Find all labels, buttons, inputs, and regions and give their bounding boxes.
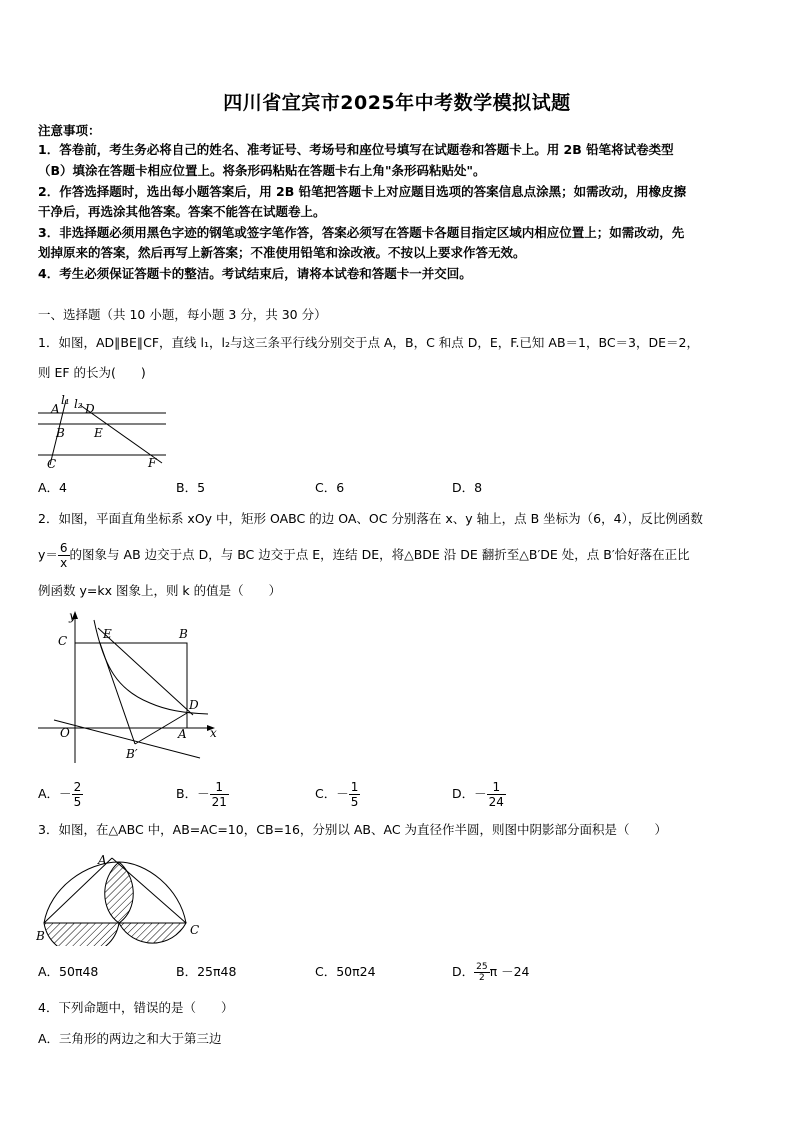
q3-text: 3．如图，在△ABC 中，AB=AC=10，CB=16，分别以 AB、AC 为直径作半圆，则图中阴影部分面积是（ ） — [38, 822, 668, 837]
q2-func-rest: 的图象与 AB 边交于点 D，与 BC 边交于点 E，连结 DE，将△BDE 沿 DE 翻折至△B′DE 处，点 B′恰好落在正比 — [69, 547, 690, 562]
q3-option-d-den: 2 — [479, 973, 485, 983]
q1-option-b[interactable]: B．5 — [176, 480, 206, 495]
q3-option-a[interactable]: A．50π48 — [38, 964, 99, 979]
q2-func-fraction — [58, 541, 70, 570]
q3-figure — [36, 848, 208, 946]
q2-text: 例函数 y=kx 图象上，则 k 的值是（ ） — [38, 583, 282, 598]
q2-option-b-label: B．－ — [176, 786, 210, 801]
q3-option-d[interactable] — [452, 958, 530, 986]
q2-text: 2．如图，平面直角坐标系 xOy 中，矩形 OABC 的边 OA、OC 分别落在 x、y 轴上，点 B 坐标为（6，4），反比例函数 — [38, 511, 703, 526]
q1-label-C: C — [47, 457, 57, 470]
notes-line: 3．非选择题必须用黑色字迹的钢笔或签字笔作答，答案必须写在答题卡各题目指定区域内相应位置上；如需改动，先 — [38, 225, 685, 240]
q2-option-c[interactable] — [315, 776, 360, 812]
q2-option-b-num: 1 — [210, 780, 229, 795]
q3-option-d-fraction — [474, 962, 489, 983]
q2-option-a-num: 2 — [73, 780, 82, 794]
q2-option-d-fraction — [487, 780, 506, 809]
notes-line: 2．作答选择题时，选出每小题答案后，用 2B 铅笔把答题卡上对应题目选项的答案信息点涂黑；如需改动，用橡皮擦 — [38, 184, 687, 199]
q3-option-c[interactable]: C．50π24 — [315, 964, 376, 979]
q2-option-a-fraction — [72, 780, 84, 809]
q2-label-E: E — [103, 627, 112, 641]
q2-figure — [38, 608, 224, 768]
q1-option-c[interactable]: C．6 — [315, 480, 345, 495]
q2-option-d-label: D．－ — [452, 786, 487, 801]
q2-option-a-label: A．－ — [38, 786, 72, 801]
q2-option-d-den: 24 — [488, 795, 504, 809]
q2-label-B: B — [179, 627, 188, 641]
q1-label-D: D — [85, 402, 95, 416]
q3-label-C: C — [190, 923, 200, 937]
q2-label-D: D — [189, 698, 199, 712]
notes-line: 4．考生必须保证答题卡的整洁。考试结束后，请将本试卷和答题卡一并交回。 — [38, 266, 472, 281]
q3-option-d-label: D． — [452, 964, 475, 979]
q2-label-C: C — [58, 634, 68, 648]
q2-text-line2 — [38, 537, 690, 573]
q2-option-b-den: 21 — [211, 795, 227, 809]
q1-option-a[interactable]: A．4 — [38, 480, 68, 495]
q4-text: 4．下列命题中，错误的是（ ） — [38, 1000, 234, 1015]
q2-option-c-den: 5 — [350, 795, 359, 809]
notes-heading: 注意事项： — [38, 123, 101, 138]
q2-func-lhs: y＝ — [38, 547, 58, 562]
q2-option-c-fraction — [349, 780, 361, 809]
q2-func-den: x — [60, 556, 68, 570]
q3-options — [38, 958, 758, 986]
q2-option-a-den: 5 — [73, 795, 82, 809]
q2-option-c-num: 1 — [350, 780, 359, 794]
q2-options — [38, 776, 758, 812]
page-title: 四川省宜宾市2025年中考数学模拟试题 — [223, 92, 571, 114]
notes-line: 1．答卷前，考生务必将自己的姓名、准考证号、考场号和座位号填写在试题卷和答题卡上。用 2B 铅笔将试卷类型 — [38, 142, 674, 157]
q1-label-l1: l₁ — [61, 393, 70, 407]
q1-option-d[interactable]: D．8 — [452, 480, 483, 495]
q3-option-d-num: 25 — [476, 962, 488, 972]
q2-option-b-fraction — [210, 780, 229, 809]
q1-label-E: E — [94, 426, 103, 440]
section-heading: 一、选择题（共 10 小题，每小题 3 分，共 30 分） — [38, 307, 327, 322]
q2-func-num: 6 — [59, 541, 68, 555]
q1-label-A: A — [51, 402, 60, 416]
q3-option-b[interactable]: B．25π48 — [176, 964, 237, 979]
q2-label-O: O — [60, 726, 70, 740]
q2-option-a[interactable] — [38, 776, 83, 812]
q1-figure — [38, 393, 173, 470]
q3-label-B: B — [36, 929, 45, 943]
q3-option-d-rest: π －24 — [489, 964, 530, 979]
q2-label-A: A — [178, 727, 187, 741]
q1-text: 1．如图，AD∥BE∥CF，直线 l₁，l₂与这三条平行线分别交于点 A，B，C 和点 D，E，F.已知 AB＝1，BC＝3，DE＝2， — [38, 335, 699, 350]
q2-label-Bprime: B′ — [126, 747, 138, 761]
q2-option-d[interactable] — [452, 776, 506, 812]
q2-option-d-num: 1 — [487, 780, 506, 795]
q1-label-F: F — [148, 456, 157, 470]
q4-option-a[interactable]: A．三角形的两边之和大于第三边 — [38, 1031, 222, 1046]
q1-label-B: B — [56, 426, 65, 440]
notes-line: （B）填涂在答题卡相应位置上。将条形码粘贴在答题卡右上角"条形码粘贴处"。 — [38, 163, 486, 178]
q2-option-c-label: C．－ — [315, 786, 349, 801]
q2-axis-y-label: y — [69, 609, 76, 623]
q3-label-A: A — [98, 853, 107, 867]
q1-text: 则 EF 的长为( ) — [38, 365, 146, 380]
q1-label-l2: l₂ — [74, 397, 83, 411]
q2-axis-x-label: x — [210, 726, 217, 740]
q2-option-b[interactable] — [176, 776, 229, 812]
q1-options — [38, 478, 758, 500]
notes-line: 划掉原来的答案，然后再写上新答案；不准使用铅笔和涂改液。不按以上要求作答无效。 — [38, 245, 526, 260]
notes-line: 干净后，再选涂其他答案。答案不能答在试题卷上。 — [38, 204, 326, 219]
